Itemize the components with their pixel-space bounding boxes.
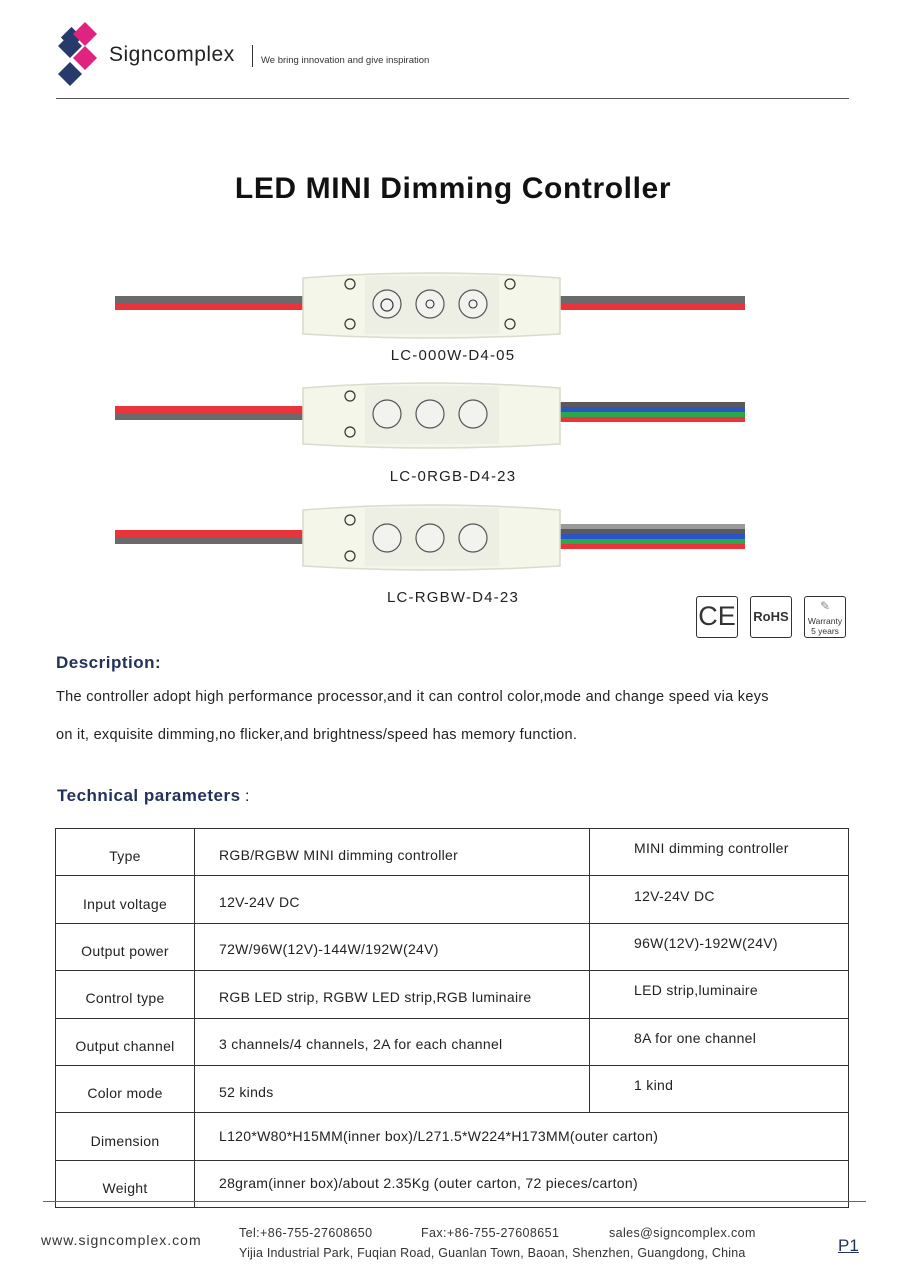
rgb-value: 12V-24V DC <box>195 876 590 923</box>
table-row <box>56 1065 849 1112</box>
rgb-value: 3 channels/4 channels, 2A for each channel <box>195 1018 590 1065</box>
row-label: Output power <box>56 923 195 970</box>
weight-value: 28gram(inner box)/about 2.35Kg (outer carton, 72 pieces/carton) <box>195 1160 849 1207</box>
product-image-lc-0rgb <box>110 372 760 462</box>
footer-divider <box>43 1201 866 1202</box>
product-model-label: LC-0RGB-D4-23 <box>389 468 517 485</box>
technical-heading <box>57 786 249 806</box>
technical-heading-colon: : <box>245 788 250 805</box>
description-line-2: on it, exquisite dimming,no flicker,and brightness/speed has memory function. <box>56 727 578 743</box>
rgb-value: 52 kinds <box>195 1065 590 1112</box>
table-row <box>56 876 849 923</box>
brand-separator <box>252 45 253 67</box>
table-row <box>56 1018 849 1065</box>
table-row <box>56 971 849 1018</box>
brand-name: Signcomplex <box>109 43 235 66</box>
row-label: Weight <box>56 1160 195 1207</box>
row-label: Type <box>56 829 195 876</box>
row-label: Dimension <box>56 1113 195 1160</box>
page-number: P1 <box>838 1236 859 1255</box>
footer-fax: Fax:+86-755-27608651 <box>421 1226 560 1240</box>
mono-value: 12V-24V DC <box>590 876 849 923</box>
signcomplex-logo <box>56 22 100 92</box>
product-model-label: LC-000W-D4-05 <box>390 347 516 364</box>
ce-mark-icon: CE <box>696 596 738 638</box>
mono-value: 8A for one channel <box>590 1018 849 1065</box>
row-label: Output channel <box>56 1018 195 1065</box>
mono-value: MINI dimming controller <box>590 829 849 876</box>
tagline: We bring innovation and give inspiration <box>261 55 430 66</box>
product-image-lc-rgbw <box>110 494 760 584</box>
row-label: Control type <box>56 971 195 1018</box>
technical-heading-text: Technical parameters <box>57 786 241 805</box>
table-row <box>56 923 849 970</box>
mono-value: 96W(12V)-192W(24V) <box>590 923 849 970</box>
row-label: Input voltage <box>56 876 195 923</box>
product-model-label: LC-RGBW-D4-23 <box>386 589 519 606</box>
warranty-badge-icon: ✎ Warranty 5 years <box>804 596 846 638</box>
rgb-value: RGB/RGBW MINI dimming controller <box>195 829 590 876</box>
mono-value: 1 kind <box>590 1065 849 1112</box>
table-row <box>56 829 849 876</box>
footer-email: sales@signcomplex.com <box>609 1226 756 1240</box>
header-divider <box>56 98 849 99</box>
rohs-mark-icon: RoHS <box>750 596 792 638</box>
mono-value: LED strip,luminaire <box>590 971 849 1018</box>
description-line-1: The controller adopt high performance processor,and it can control color,mode and change speed via keys <box>56 689 769 705</box>
footer-tel: Tel:+86-755-27608650 <box>239 1226 373 1240</box>
table-row <box>56 1113 849 1160</box>
footer-website: www.signcomplex.com <box>41 1232 202 1248</box>
product-image-lc-000w <box>110 262 760 352</box>
spec-table <box>55 828 849 1208</box>
rgb-value: RGB LED strip, RGBW LED strip,RGB luminaire <box>195 971 590 1018</box>
rgb-value: 72W/96W(12V)-144W/192W(24V) <box>195 923 590 970</box>
description-heading: Description: <box>56 653 162 672</box>
page-title: LED MINI Dimming Controller <box>234 172 672 205</box>
row-label: Color mode <box>56 1065 195 1112</box>
dimension-value: L120*W80*H15MM(inner box)/L271.5*W224*H173MM(outer carton) <box>195 1113 849 1160</box>
footer-address: Yijia Industrial Park, Fuqian Road, Guanlan Town, Baoan, Shenzhen, Guangdong, China <box>239 1246 746 1260</box>
